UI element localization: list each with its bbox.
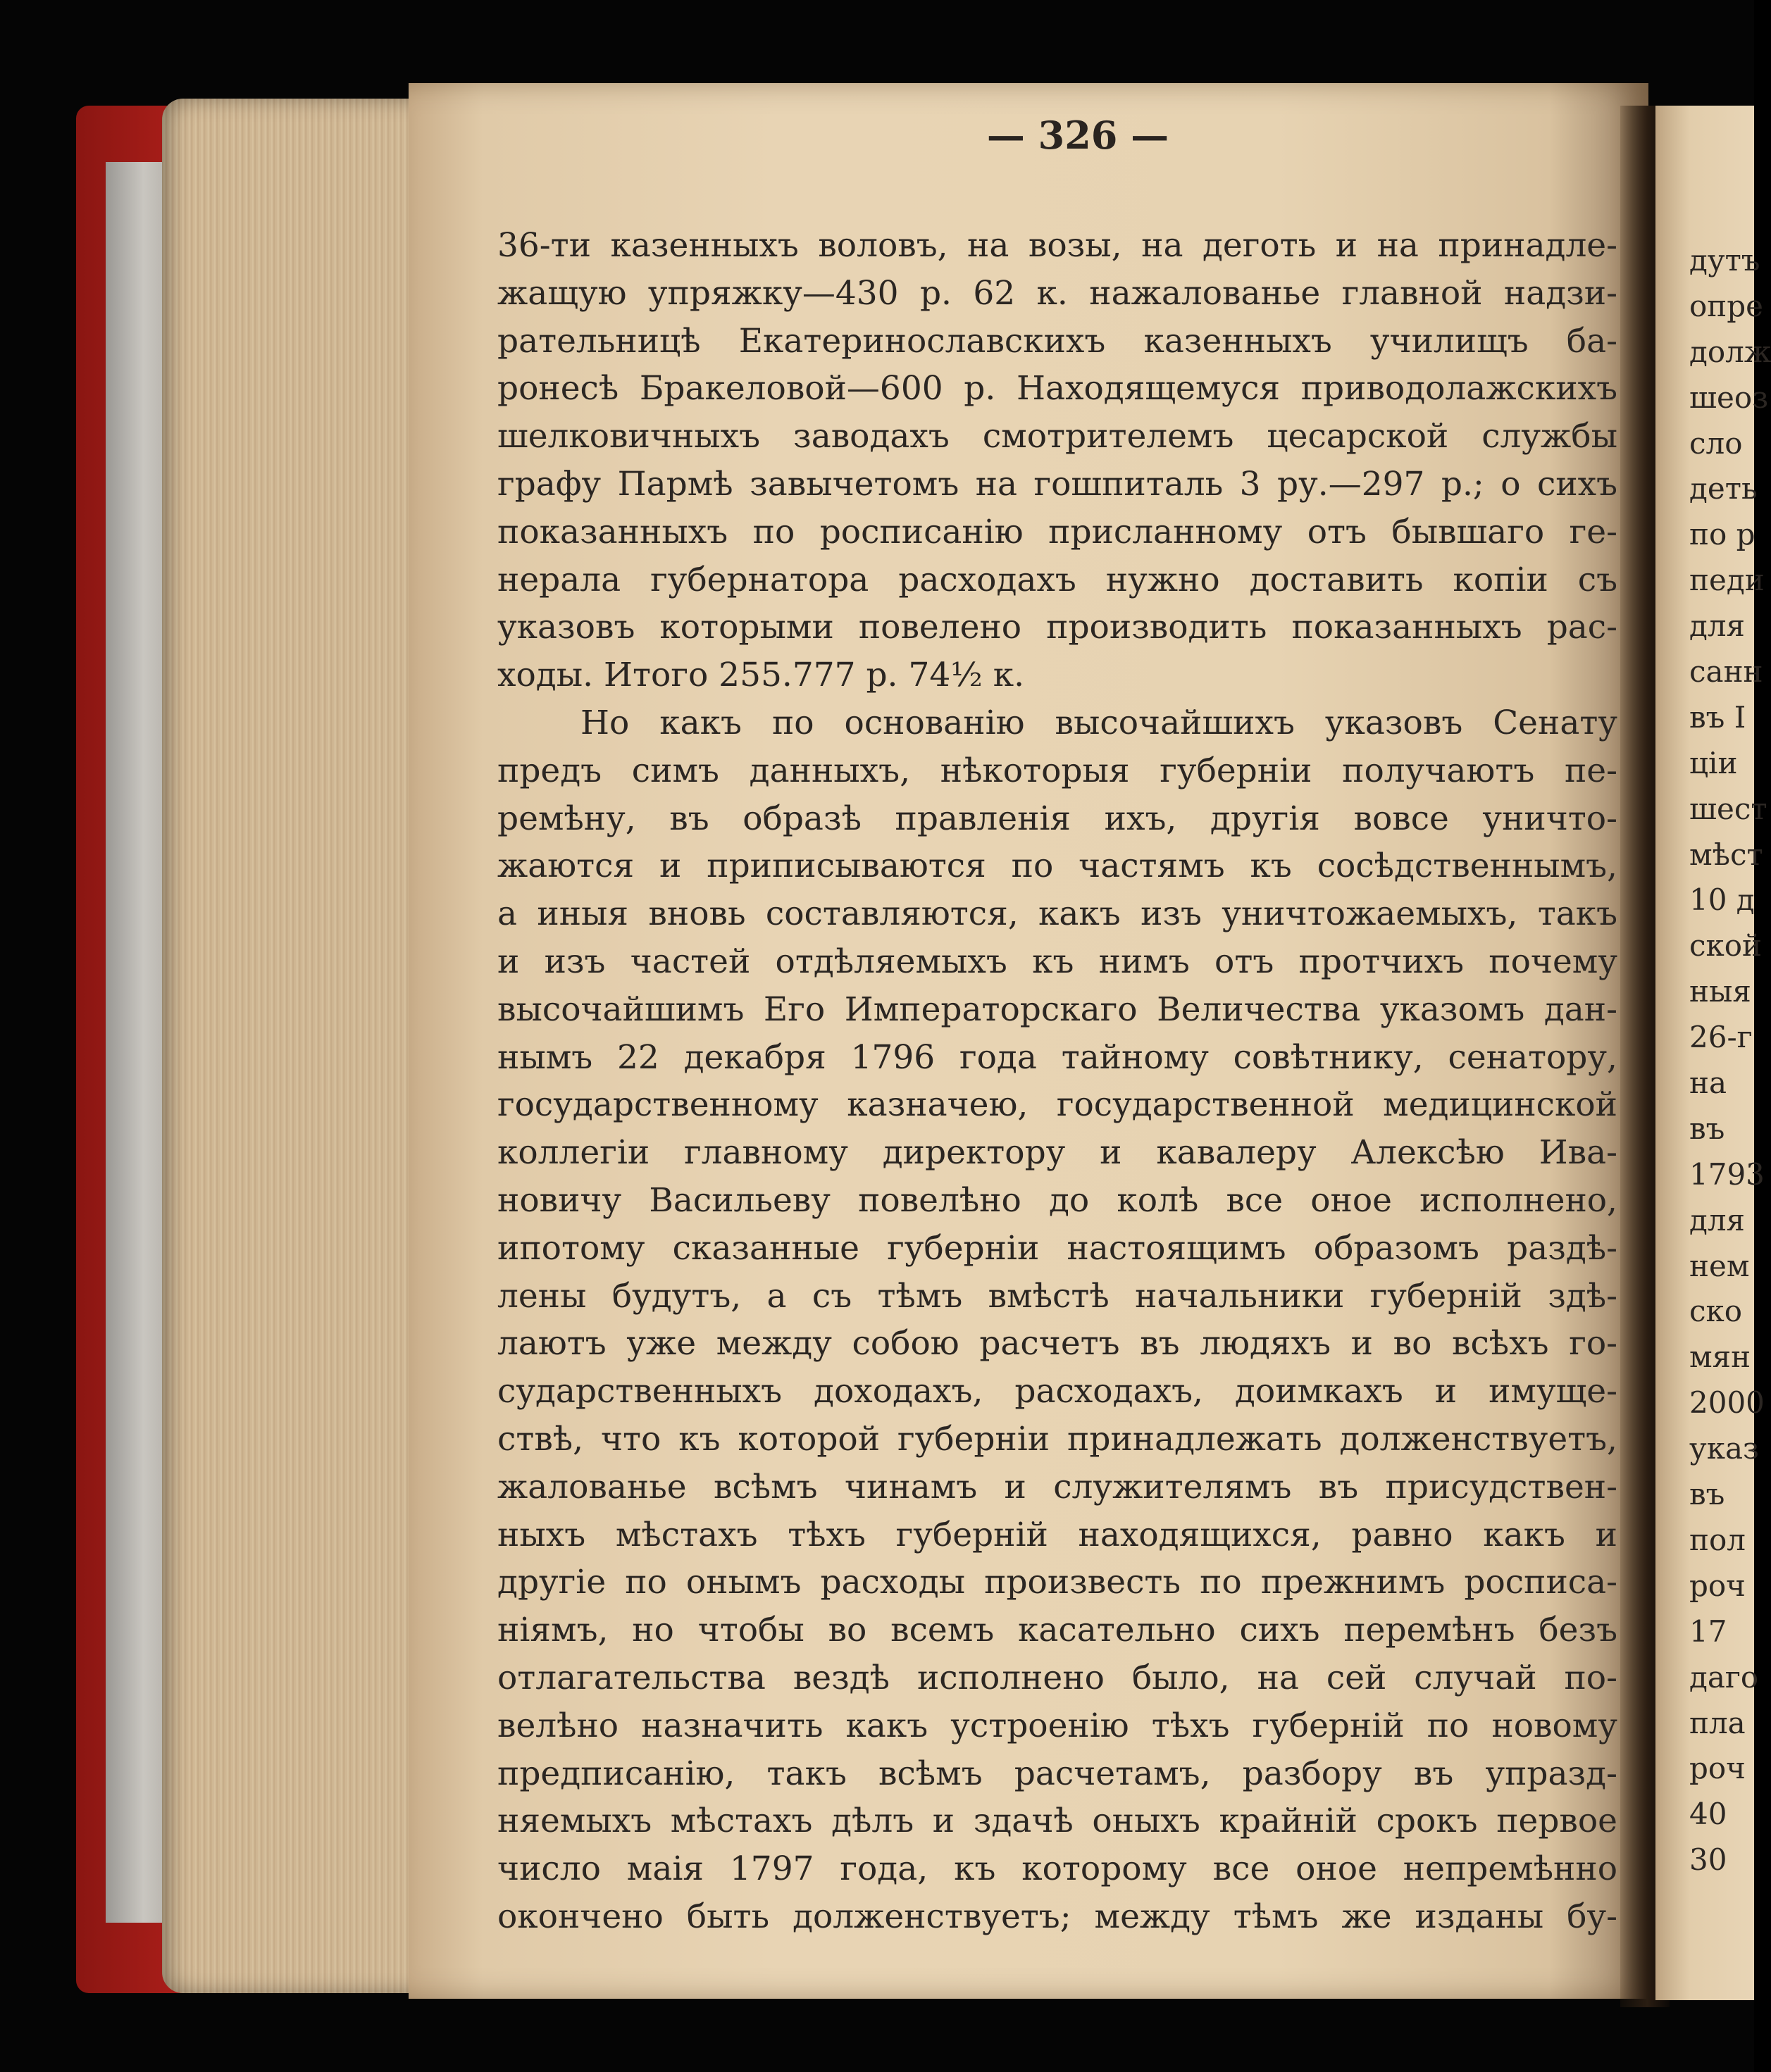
text-line: другіе по онымъ расходы произвесть по прежнимъ росписа- [497, 1563, 1617, 1602]
facing-text-fragment: для [1689, 609, 1746, 644]
text-line: ремѣну, въ образѣ правленія ихъ, другія вовсе уничто- [497, 799, 1617, 838]
text-line: ніямъ, но чтобы во всемъ касательно сихъ перемѣнъ безъ [497, 1611, 1617, 1650]
text-line: государственному казначею, государственной медицинской [497, 1085, 1617, 1125]
text-line: сударственныхъ доходахъ, расходахъ, доимкахъ и имуще- [497, 1372, 1617, 1411]
facing-text-fragment: 10 д [1689, 882, 1755, 918]
facing-text-fragment: опре [1689, 288, 1764, 323]
facing-text-fragment: даго [1689, 1659, 1759, 1695]
facing-text-fragment: шест [1689, 791, 1767, 826]
text-line: графу Пармѣ завычетомъ на гошпиталь 3 ру.—297 р.; о сихъ [497, 464, 1617, 504]
text-line: 36-ти казенныхъ воловъ, на возы, на деготь и на принадле- [497, 226, 1617, 265]
facing-page-text [1689, 238, 1771, 1883]
facing-text-fragment: мѣст [1689, 837, 1763, 872]
facing-text-fragment: мян [1689, 1340, 1751, 1375]
text-line: ходы. Итого 255.777 р. 74½ к. [497, 656, 1025, 695]
text-line: а иныя вновь составляются, какъ изъ уничтожаемыхъ, такъ [497, 894, 1617, 934]
facing-text-fragment: 2000 [1689, 1385, 1765, 1421]
text-line: жащую упряжку—430 р. 62 к. нажалованье главной надзи- [497, 273, 1617, 313]
text-line: нымъ 22 декабря 1796 года тайному совѣтнику, сенатору, [497, 1037, 1617, 1077]
facing-text-fragment: пла [1689, 1705, 1746, 1740]
facing-text-fragment: шеоз [1689, 380, 1769, 415]
text-line: лены будутъ, а съ тѣмъ вмѣстѣ начальники губерній здѣ- [497, 1276, 1617, 1316]
text-line: окончено быть долженствуетъ; между тѣмъ же изданы бу- [497, 1897, 1617, 1936]
facing-text-fragment: 40 [1689, 1797, 1727, 1832]
text-line: число маія 1797 года, къ которому все оное непремѣнно [497, 1849, 1617, 1889]
text-line: нерала губернатора расходахъ нужно доставить копіи съ [497, 560, 1617, 599]
text-line: няемыхъ мѣстахъ дѣлъ и здачѣ оныхъ крайній срокъ первое [497, 1802, 1617, 1841]
facing-text-fragment: на [1689, 1066, 1727, 1101]
text-line: высочайшимъ Его Императорскаго Величества указомъ дан- [497, 990, 1617, 1029]
facing-text-fragment: дутъ [1689, 243, 1760, 277]
facing-text-fragment: ціи [1689, 745, 1738, 780]
facing-text-fragment: 17 [1689, 1614, 1727, 1649]
text-line: жалованье всѣмъ чинамъ и служителямъ въ присудствен- [497, 1467, 1617, 1506]
facing-text-fragment: санн [1689, 654, 1763, 689]
facing-text-fragment: роч [1689, 1568, 1746, 1603]
text-line: ипотому сказанные губерніи настоящимъ образомъ раздѣ- [497, 1228, 1617, 1268]
text-line: лаютъ уже между собою расчетъ въ людяхъ и во всѣхъ го- [497, 1324, 1617, 1363]
facing-text-fragment: нем [1689, 1248, 1750, 1283]
facing-text-fragment: въ [1689, 1477, 1725, 1512]
text-line: шелковичныхъ заводахъ смотрителемъ цесарской службы [497, 417, 1617, 456]
facing-text-fragment: по р [1689, 517, 1756, 552]
page-text [497, 222, 1617, 1941]
text-line: Но какъ по основанію высочайшихъ указовъ Сенату [580, 703, 1617, 742]
text-line: ныхъ мѣстахъ тѣхъ губерній находящихся, равно какъ и [497, 1515, 1617, 1554]
facing-text-fragment: въ І [1689, 699, 1746, 735]
text-line: жаются и приписываются по частямъ къ сосѣдственнымъ, [497, 847, 1617, 886]
facing-text-fragment: ской [1689, 928, 1763, 963]
text-line: показанныхъ по росписанію присланному отъ бывшаго ге- [497, 512, 1617, 551]
facing-text-fragment: ныя [1689, 974, 1751, 1009]
page-number: — 326 — [986, 113, 1169, 158]
text-line: рательницѣ Екатеринославскихъ казенныхъ училищъ ба- [497, 321, 1617, 361]
text-line: указовъ которыми повелено производить показанныхъ рас- [497, 608, 1617, 647]
endpaper [106, 162, 169, 1923]
facing-text-fragment: 1793 [1689, 1156, 1765, 1192]
text-line: и изъ частей отдѣляемыхъ къ нимъ отъ протчихъ почему [497, 942, 1617, 981]
facing-text-fragment: 30 [1689, 1842, 1727, 1878]
text-line: ронесѣ Бракеловой—600 р. Находящемуся приводолажскихъ [497, 369, 1617, 408]
facing-text-fragment: ско [1689, 1294, 1743, 1329]
facing-text-fragment: сло [1689, 425, 1743, 461]
facing-text-fragment: указ [1689, 1431, 1759, 1466]
text-line: ствѣ, что къ которой губерніи принадлежать долженствуетъ, [497, 1419, 1617, 1459]
text-line: новичу Васильеву повелѣно до колѣ все оное исполнено, [497, 1180, 1617, 1220]
page-edge-stack [162, 99, 430, 1993]
facing-text-fragment: въ [1689, 1111, 1725, 1146]
text-line: велѣно назначить какъ устроенію тѣхъ губерній по новому [497, 1706, 1617, 1745]
text-line: предъ симъ данныхъ, нѣкоторыя губерніи получаютъ пе- [497, 751, 1617, 790]
facing-text-fragment: долж [1689, 334, 1771, 369]
facing-text-fragment: роч [1689, 1751, 1746, 1786]
facing-text-fragment: 26-г [1689, 1020, 1753, 1055]
facing-text-fragment: для [1689, 1202, 1746, 1237]
facing-text-fragment: пол [1689, 1522, 1746, 1557]
text-line: отлагательства вездѣ исполнено было, на сей случай по- [497, 1658, 1617, 1697]
text-line: коллегіи главному директору и кавалеру Алексѣю Ива- [497, 1133, 1617, 1173]
text-line: предписанію, такъ всѣмъ расчетамъ, разбору въ упразд- [497, 1754, 1617, 1793]
facing-text-fragment: деть [1689, 471, 1758, 506]
facing-text-fragment: педи [1689, 563, 1765, 598]
